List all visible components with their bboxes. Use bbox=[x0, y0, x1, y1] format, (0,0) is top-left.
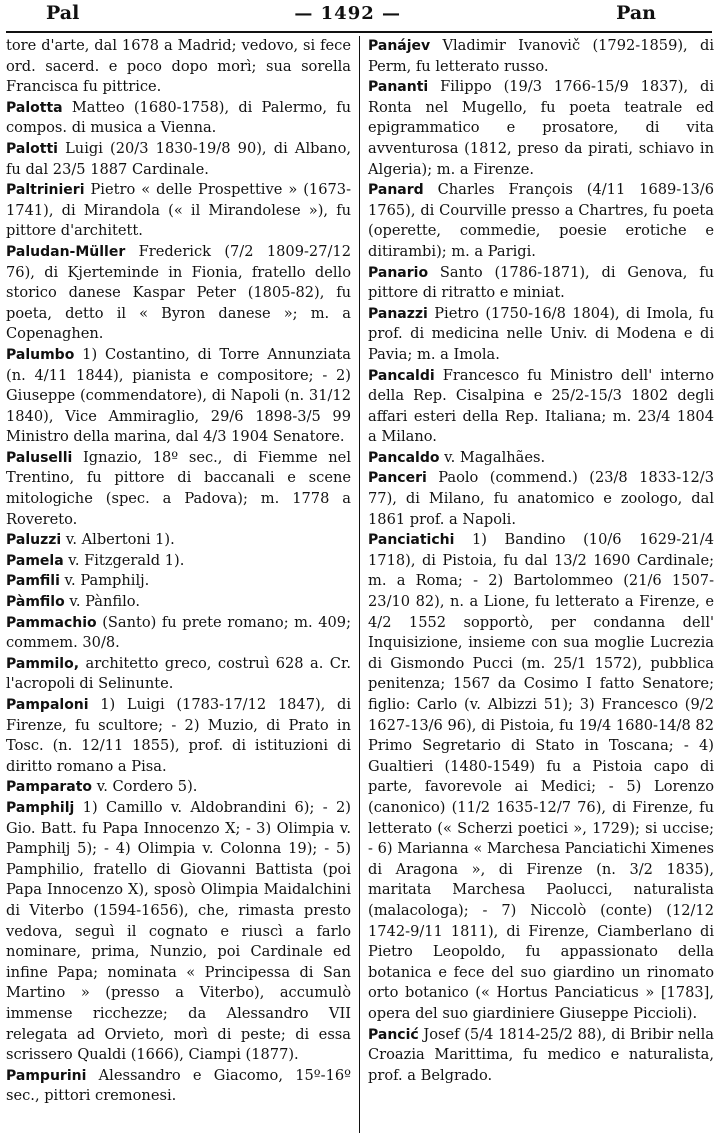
entry bbox=[6, 139, 351, 180]
headword: Paluselli bbox=[6, 449, 73, 466]
headword: Pampaloni bbox=[6, 697, 89, 713]
entry bbox=[368, 304, 714, 366]
entry-text: Matteo (1680-1758), di Palermo, fu compos. di musica a Vienna. bbox=[6, 98, 351, 137]
entry-text: v. Pamphilj. bbox=[59, 572, 150, 590]
entry-text: 1) Bandino (10/6 1629-21/4 1718), di Pistoia, fu dal 13/2 1690 Cardinale; m. a Roma; - 2) Bartolommeo (21/6 1507-23/10 82), n. a Lione, fu letterato a Firenze, e 4/2 1552 sopportò, per condanna dell' Inquisizione, insieme con sua moglie Lucrezia di Gismondo Pucci (m. 25/1 1572), pubblica penitenza; 1567 da Cosimo I fatto Senatore; figlio: Carlo (v. Albizzi 51); 3) Francesco (9/2 1627-13/6 96), di Pistoia, fu 19/4 1680-14/8 82 Primo Segretario di Stato in Toscana; - 4) Gualtieri (1480-1549) fu a Pistoia capo di parte, favorevole ai Medici; - 5) Lorenzo (canonico) (11/2 1635-12/7 76), di Firenze, fu letterato (« Scherzi poetici », 1729); si uccise; - 6) Marianna « Marchesa Panciatichi Ximenes di Aragona », di Firenze (n. 3/2 1835), maritata Marchesa Paolucci, naturalista (malacologa); - 7) Niccolò (conte) (12/12 1742-9/11 1811), di Firenze, Ciamberlano di Pietro Leopoldo, fu appassionato della botanica e fece del suo giardino un rinomato orto botanico (« Hortus Panciaticus » [1783], opera del suo giardiniere Giuseppe Piccioli). bbox=[368, 531, 714, 1022]
headword: Panceri bbox=[368, 470, 427, 487]
entry bbox=[6, 571, 351, 592]
entry-text: (Santo) fu prete romano; m. 409; commem. 30/8. bbox=[6, 613, 351, 652]
entry-text: v. Pànfilo. bbox=[64, 593, 140, 611]
entry-text: Pietro (1750-16/8 1804), di Imola, fu prof. di medicina nelle Univ. di Modena e di Pavia; m. a Imola. bbox=[368, 304, 714, 363]
running-header bbox=[6, 2, 712, 32]
headword: Panario bbox=[368, 264, 429, 281]
entry bbox=[368, 366, 714, 448]
entry bbox=[368, 1025, 714, 1087]
headword: Pampurini bbox=[6, 1067, 87, 1084]
entry bbox=[6, 592, 351, 613]
page-number: — 1492 — bbox=[294, 3, 402, 24]
entry-text: 1) Camillo v. Aldobrandini 6); - 2) Gio. Batt. fu Papa Innocenzo X; - 3) Olimpia v. Pamphilj 5); - 4) Olimpia v. Colonna 19); - 5) Pamphilio, fratello di Giovanni Battista (poi Papa Innocenzo X), sposò Olimpia Maidalchini di Viterbo (1594-1656), che, rimasta presto vedova, seguì il cognato e riuscì a farlo nominare, prima, Nunzio, poi Cardinale ed infine Papa; nominata « Principessa di San Martino » (presso a Viterbo), accumulò immense ricchezze; da Alessandro VII relegata ad Orvieto, morì di peste; di essa scrissero Qualdi (1666), Ciampi (1877). bbox=[6, 798, 351, 1064]
entry bbox=[368, 468, 714, 530]
entry bbox=[6, 448, 351, 530]
entry-text: Luigi (20/3 1830-19/8 90), di Albano, fu dal 23/5 1887 Cardinale. bbox=[6, 139, 351, 178]
headword: Palotti bbox=[6, 140, 58, 157]
entry-text: Francesco fu Ministro dell' interno della Rep. Cisalpina e 25/2-15/3 1802 degli affari esteri della Rep. Italiana; m. 23/4 1804 a Milano. bbox=[368, 366, 714, 446]
entry-text: Santo (1786-1871), di Genova, fu pittore di ritratto e miniat. bbox=[368, 263, 714, 302]
headword: Panard bbox=[368, 182, 424, 199]
headword: Panciatichi bbox=[368, 532, 455, 549]
entry-text: v. Fitzgerald 1). bbox=[63, 551, 185, 569]
entry bbox=[6, 180, 351, 242]
entry-text: Frederick (7/2 1809-27/12 76), di Kjerteminde in Fionia, fratello dello storico danese Kaspar Peter (1805-82), fu poeta, detto il « Byron danese »; m. a Copenaghen. bbox=[6, 242, 351, 343]
entry bbox=[6, 345, 351, 448]
headword: Pàmfilo bbox=[6, 594, 65, 611]
entry-text: architetto greco, costruì 628 a. Cr. l'acropoli di Selinunte. bbox=[6, 654, 351, 693]
headword: Palotta bbox=[6, 99, 63, 116]
headword: Pammilo, bbox=[6, 655, 80, 672]
header-left-guideword: Pal bbox=[46, 2, 80, 24]
entry bbox=[368, 180, 714, 262]
entry bbox=[6, 695, 351, 777]
headword: Pamfili bbox=[6, 573, 60, 590]
entry-text: Pietro « delle Prospettive » (1673-1741), di Mirandola (« il Mirandolese »), fu pittore d'architett. bbox=[6, 181, 351, 240]
entry bbox=[6, 530, 351, 551]
headword: Paludan-Müller bbox=[6, 243, 126, 260]
entry bbox=[6, 654, 351, 695]
headword: Pamela bbox=[6, 552, 64, 569]
entry-text: v. Magalhães. bbox=[439, 448, 546, 466]
headword: Pancić bbox=[368, 1026, 419, 1043]
entry-text: Vladimir Ivanovič (1792-1859), di Perm, fu letterato russo. bbox=[368, 37, 714, 75]
entry bbox=[368, 530, 714, 1024]
entry-text: 1) Luigi (1783-17/12 1847), di Firenze, fu scultore; - 2) Muzio, di Prato in Tosc. (n. 12/11 1855), prof. di istituzioni di diritto romano a Pisa. bbox=[6, 696, 351, 775]
entry bbox=[6, 798, 351, 1066]
headword: Pancaldo bbox=[368, 449, 440, 466]
headword: Pananti bbox=[368, 79, 429, 96]
entry-text: Filippo (19/3 1766-15/9 1837), di Ronta nel Mugello, fu poeta teatrale ed epigrammatico e prosatore, di vita avventurosa (1812, preso da pirati, schiavo in Algeria); m. a Firenze. bbox=[368, 78, 714, 178]
entry bbox=[6, 613, 351, 654]
headword: Paluzzi bbox=[6, 532, 62, 549]
header-rule bbox=[6, 31, 712, 33]
entry bbox=[368, 448, 714, 469]
entry bbox=[368, 77, 714, 180]
entry-text: Josef (5/4 1814-25/2 88), di Bribir nella Croazia Marittima, fu medico e naturalista, prof. a Belgrado. bbox=[368, 1025, 714, 1084]
headword: Panazzi bbox=[368, 305, 428, 322]
entry-text: tore d'arte, dal 1678 a Madrid; vedovo, si fece ord. sacerd. e poco dopo morì; sua sorella Francisca fu pittrice. bbox=[6, 37, 351, 96]
entry bbox=[368, 36, 714, 77]
headword: Pancaldi bbox=[368, 367, 435, 384]
header-right-guideword: Pan bbox=[616, 2, 656, 24]
entry bbox=[6, 242, 351, 345]
entry bbox=[6, 1066, 351, 1107]
left-column bbox=[6, 36, 360, 1133]
columns bbox=[6, 36, 714, 1133]
headword: Panájev bbox=[368, 38, 431, 54]
entry bbox=[6, 777, 351, 798]
entry bbox=[6, 98, 351, 139]
headword: Paltrinieri bbox=[6, 182, 85, 199]
headword: Palumbo bbox=[6, 346, 75, 363]
entry-text: v. Cordero 5). bbox=[92, 778, 198, 796]
entry bbox=[6, 551, 351, 572]
right-column bbox=[360, 36, 714, 1133]
entry bbox=[6, 36, 351, 98]
entry-text: 1) Costantino, di Torre Annunziata (n. 4/11 1844), pianista e compositore; - 2) Giuseppe (commendatore), di Napoli (n. 31/12 1840), Vice Ammiraglio, 29/6 1898-3/5 99 Ministro della marina, dal 4/3 1904 Senatore. bbox=[6, 345, 351, 446]
headword: Pammachio bbox=[6, 614, 97, 631]
headword: Pamphilj bbox=[6, 799, 75, 816]
entry bbox=[368, 263, 714, 304]
entry-text: Paolo (commend.) (23/8 1833-12/3 77), di Milano, fu anatomico e zoologo, dal 1861 prof. a Napoli. bbox=[368, 469, 714, 528]
entry-text: v. Albertoni 1). bbox=[61, 531, 175, 549]
entry-text: Alessandro e Giacomo, 15º-16º sec., pittori cremonesi. bbox=[6, 1066, 351, 1105]
headword: Pamparato bbox=[6, 779, 93, 796]
entry-text: Ignazio, 18º sec., di Fiemme nel Trentino, fu pittore di baccanali e scene mitologiche (spec. a Padova); m. 1778 a Rovereto. bbox=[6, 448, 351, 528]
entry-text: Charles François (4/11 1689-13/6 1765), di Courville presso a Chartres, fu poeta (operette, commedie, poesie erotiche e ditirambi); m. a Parigi. bbox=[368, 181, 714, 260]
